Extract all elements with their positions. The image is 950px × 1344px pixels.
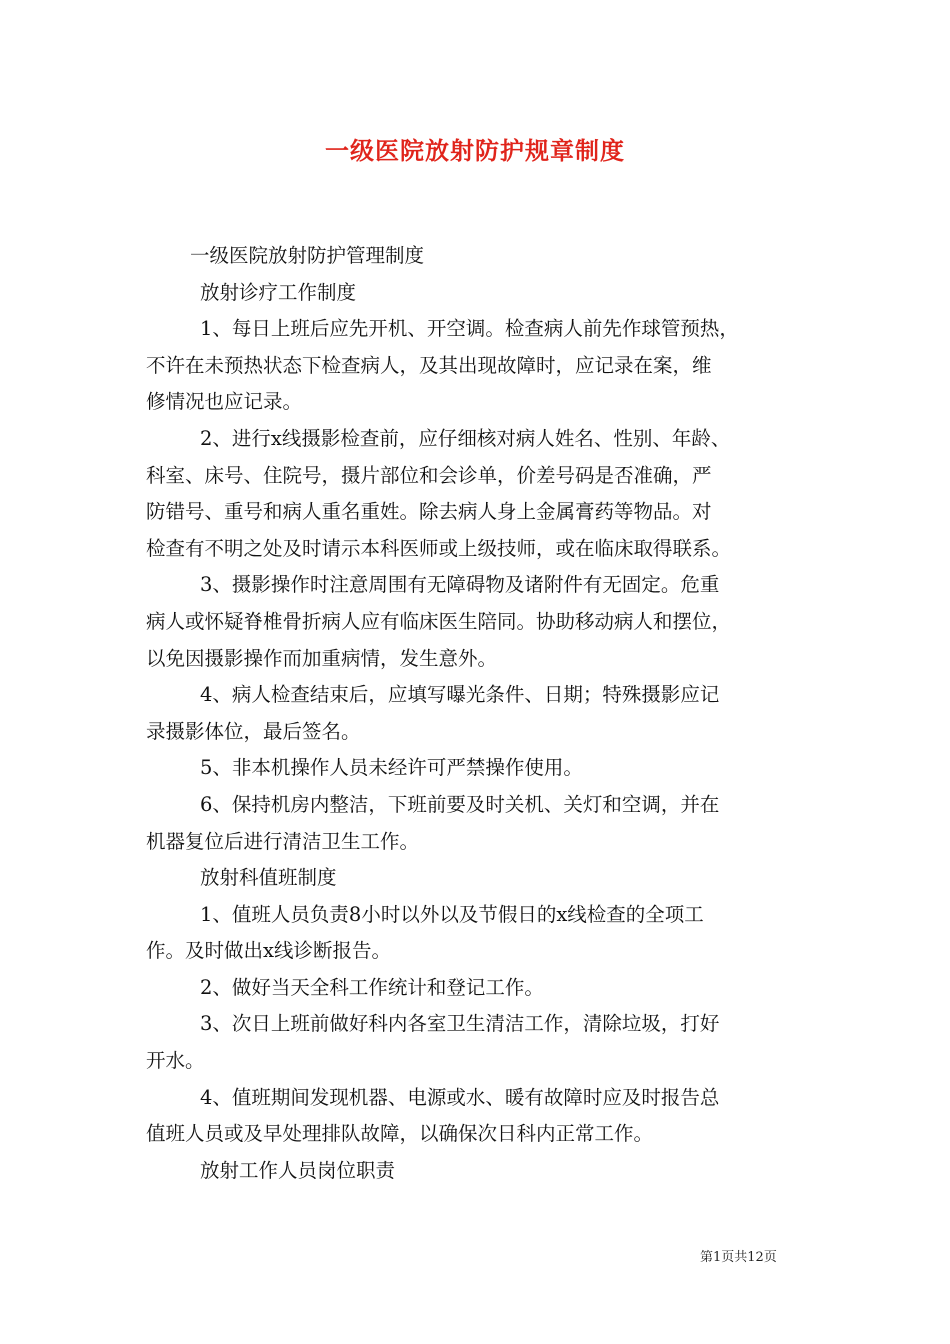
document-title: 一级医院放射防护规章制度 [325, 136, 625, 165]
paragraph-line: 一级医院放射防护管理制度 [190, 244, 425, 267]
page-number: 第1页共12页 [700, 1250, 777, 1265]
paragraph-line: 录摄影体位，最后签名。 [146, 719, 361, 743]
paragraph-line: 以免因摄影操作而加重病情，发生意外。 [146, 646, 498, 670]
paragraph-line: 作。及时做出x线诊断报告。 [146, 939, 391, 963]
paragraph-line: 放射诊疗工作制度 [200, 280, 357, 304]
paragraph-line: 防错号、重号和病人重名重姓。除去病人身上金属膏药等物品。对 [146, 500, 712, 524]
paragraph-line: 修情况也应记录。 [146, 390, 303, 414]
paragraph-line: 不许在未预热状态下检查病人，及其出现故障时，应记录在案，维 [146, 353, 712, 377]
paragraph-line: 开水。 [146, 1049, 205, 1073]
paragraph-line: 放射科值班制度 [200, 866, 337, 890]
paragraph-line: 6、保持机房内整洁，下班前要及时关机、关灯和空调，并在 [200, 792, 720, 816]
paragraph-line: 3、次日上班前做好科内各室卫生清洁工作，清除垃圾，打好 [200, 1012, 720, 1036]
paragraph-line: 病人或怀疑脊椎骨折病人应有临床医生陪同。协助移动病人和摆位， [146, 609, 732, 633]
paragraph-line: 4、病人检查结束后，应填写曝光条件、日期；特殊摄影应记 [200, 683, 720, 707]
paragraph-line: 1、值班人员负责8小时以外以及节假日的x线检查的全项工 [200, 902, 704, 926]
paragraph-line: 机器复位后进行清洁卫生工作。 [146, 829, 420, 853]
paragraph-line: 4、值班期间发现机器、电源或水、暖有故障时应及时报告总 [200, 1085, 720, 1109]
paragraph-line: 放射工作人员岗位职责 [200, 1158, 396, 1182]
paragraph-line: 科室、床号、住院号，摄片部位和会诊单，价差号码是否准确，严 [146, 463, 712, 487]
paragraph-line: 2、进行x线摄影检查前，应仔细核对病人姓名、性别、年龄、 [200, 426, 731, 450]
document-body [146, 238, 814, 1189]
paragraph-line: 检查有不明之处及时请示本科医师或上级技师，或在临床取得联系。 [146, 536, 732, 560]
paragraph-line: 2、做好当天全科工作统计和登记工作。 [200, 975, 544, 999]
paragraph-line: 值班人员或及早处理排队故障，以确保次日科内正常工作。 [146, 1122, 654, 1146]
paragraph-line: 3、摄影操作时注意周围有无障碍物及诸附件有无固定。危重 [200, 573, 720, 597]
paragraph-line: 1、每日上班后应先开机、开空调。检查病人前先作球管预热， [200, 317, 739, 341]
paragraph-line: 5、非本机操作人员未经许可严禁操作使用。 [200, 756, 583, 780]
